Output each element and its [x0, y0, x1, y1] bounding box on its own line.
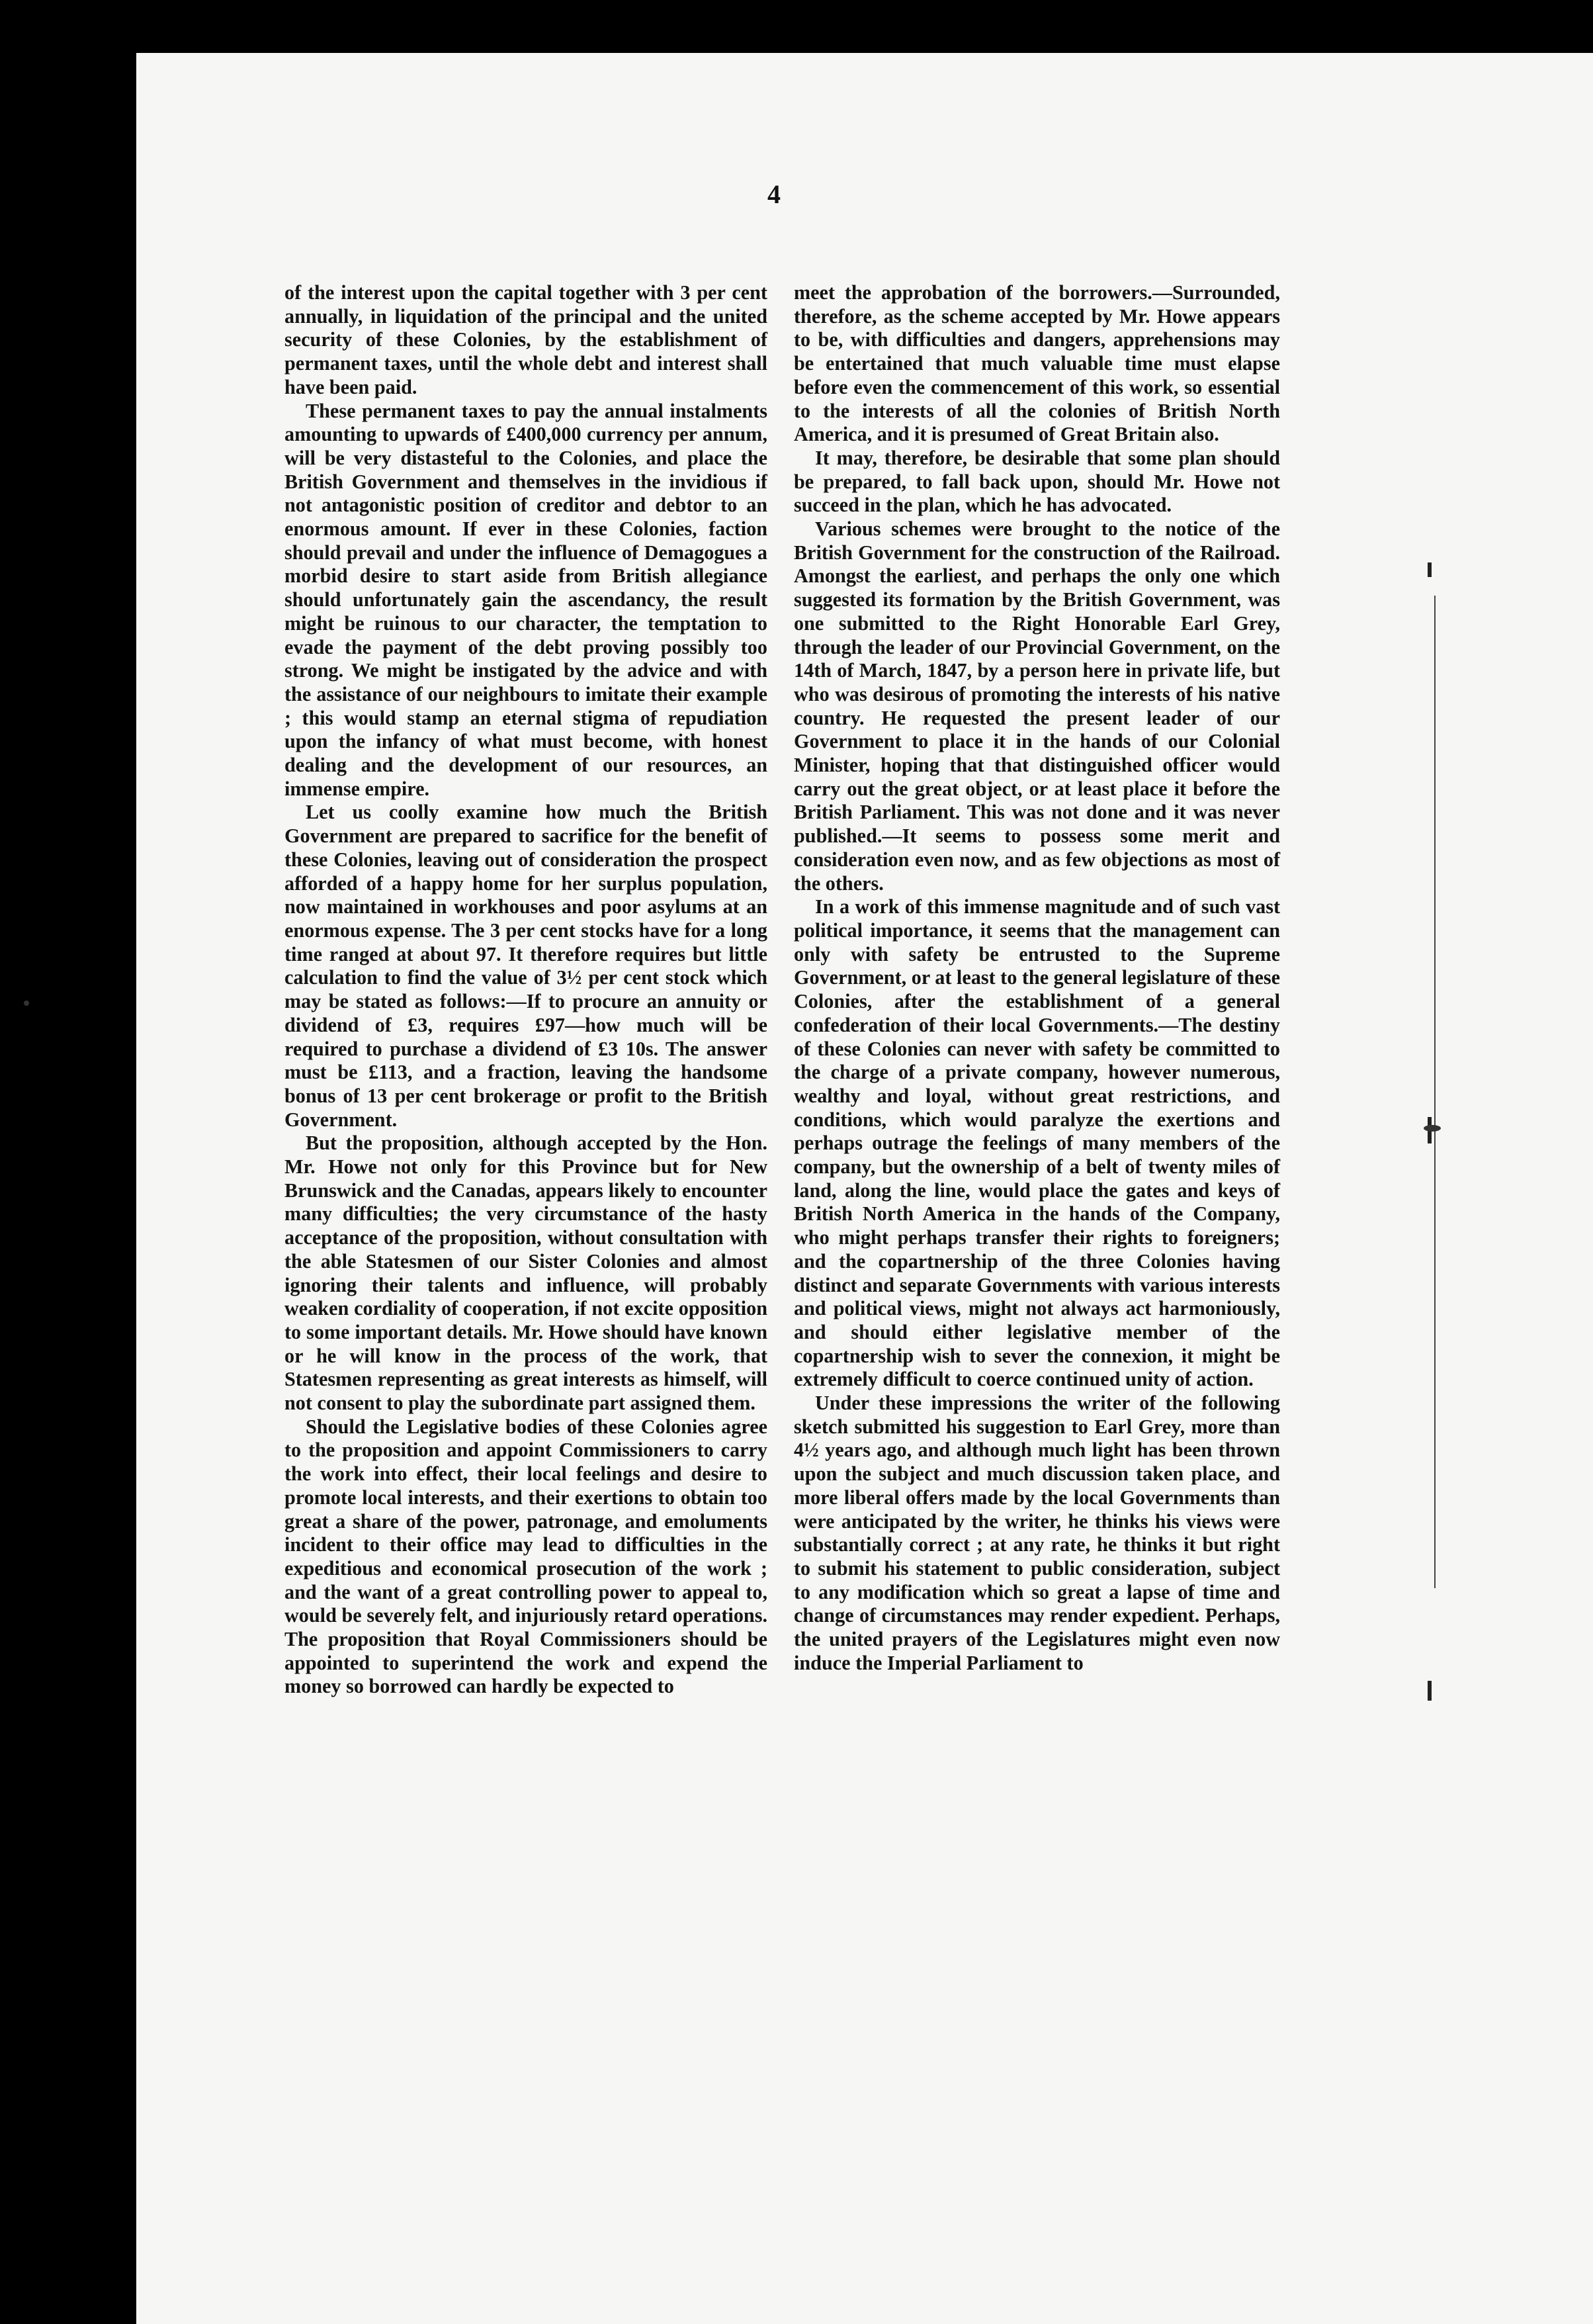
- paragraph: But the proposition, although accepted by the Hon. Mr. Howe not only for this Province but for New Brunswick and the Canadas, appears likely to encounter many difficulties; the very circumstance of the hasty acceptance of the proposition, without consultation with the able Statesmen of our Sister Colonies and almost ignoring their talents and influence, will probably weaken cordiality of cooperation, if not excite opposition to some important details. Mr. Howe should have known or he will know in the process of the work, that Statesmen representing as great interests as himself, will not consent to play the subordinate part assigned them.: [284, 1132, 767, 1415]
- paragraph: Under these impressions the writer of the following sketch submitted his suggestion to Earl Grey, more than 4½ years ago, and although much light has been thrown upon the subject and much discussion taken place, and more liberal offers made by the local Governments than were anticipated by the writer, he thinks his views were substantially correct ; at any rate, he thinks it but right to submit his statement to public consideration, subject to any modification which so great a lapse of time and change of circumstances may render expedient. Perhaps, the united prayers of the Legislatures might even now induce the Imperial Parliament to: [794, 1392, 1280, 1674]
- right-column: [794, 281, 1280, 1675]
- ink-speck: [24, 1001, 29, 1006]
- paragraph: of the interest upon the capital together with 3 per cent annually, in liquidation of the principal and the united security of these Colonies, by the establishment of permanent taxes, until the whole debt and interest shall have been paid.: [284, 281, 767, 398]
- paragraph: In a work of this immense magnitude and of such vast political importance, it seems that the management can only with safety be entrusted to the Supreme Government, or at least to the general legislature of these Colonies, after the establishment of a general confederation of their local Governments.—The destiny of these Colonies can never with safety be committed to the charge of a private company, however numerous, wealthy and loyal, without great restrictions, and conditions, which would paralyze the exertions and perhaps outrage the feelings of many members of the company, but the ownership of a belt of twenty miles of land, along the line, would place the gates and keys of British North America in the hands of the Company, who might perhaps transfer their rights to foreigners; and the copartnership of the three Colonies having distinct and separate Governments with various interests and political views, might not always act harmoniously, and should either legislative member of the copartnership wish to sever the connexion, it might be extremely difficult to coerce continued unity of action.: [794, 895, 1280, 1391]
- left-column: [284, 281, 767, 1699]
- binding-mark: [1428, 562, 1432, 577]
- paragraph: Should the Legislative bodies of these Colonies agree to the proposition and appoint Commissioners to carry the work into effect, their local feelings and desire to promote local interests, and their exertions to obtain too great a share of the power, patronage, and emoluments incident to their office may lead to difficulties in the expeditious and economical prosecution of the work ; and the want of a great controlling power to appeal to, would be severely felt, and injuriously retard operations. The proposition that Royal Commissioners should be appointed to superintend the work and expend the money so borrowed can hardly be expected to: [284, 1415, 767, 1698]
- ink-speck: [1424, 1125, 1441, 1132]
- paragraph: It may, therefore, be desirable that some plan should be prepared, to fall back upon, should Mr. Howe not succeed in the plan, which he has advocated.: [794, 446, 1280, 517]
- paragraph: These permanent taxes to pay the annual instalments amounting to upwards of £400,000 currency per annum, will be very distasteful to the Colonies, and place the British Government and themselves in the invidious if not antagonistic position of creditor and debtor to an enormous amount. If ever in these Colonies, faction should prevail and under the influence of Demagogues a morbid desire to start aside from British allegiance should unfortunately gain the ascendancy, the result might be ruinous to our character, the temptation to evade the payment of the debt proving possibly too strong. We might be instigated by the advice and with the assistance of our neighbours to imitate their example ; this would stamp an eternal stigma of repudiation upon the infancy of what must become, with honest dealing and the development of our resources, an immense empire.: [284, 399, 767, 800]
- binding-mark: [1428, 1681, 1432, 1701]
- page-number: 4: [767, 179, 781, 209]
- paragraph: meet the approbation of the borrowers.—Surrounded, therefore, as the scheme accepted by Mr. Howe appears to be, with difficulties and dangers, apprehensions may be entertained that much valuable time must elapse before even the commencement of this work, so essential to the interests of all the colonies of British North America, and it is presumed of Great Britain also.: [794, 281, 1280, 446]
- paragraph: Various schemes were brought to the notice of the British Government for the construction of the Railroad. Amongst the earliest, and perhaps the only one which suggested its formation by the British Government, was one submitted to the Right Honorable Earl Grey, through the leader of our Provincial Government, on the 14th of March, 1847, by a person here in private life, but who was desirous of promoting the interests of his native country. He requested the present leader of our Government to place it in the hands of our Colonial Minister, hoping that that distinguished officer would carry out the great object, or at least place it before the British Parliament. This was not done and it was never published.—It seems to possess some merit and consideration even now, and as few objections as most of the others.: [794, 517, 1280, 895]
- binding-line: [1434, 596, 1436, 1588]
- paragraph: Let us coolly examine how much the British Government are prepared to sacrifice for the benefit of these Colonies, leaving out of consideration the prospect afforded of a happy home for her surplus population, now maintained in workhouses and poor asylums at an enormous expense. The 3 per cent stocks have for a long time ranged at about 97. It therefore requires but little calculation to find the value of 3½ per cent stock which may be stated as follows:—If to procure an annuity or dividend of £3, requires £97—how much will be required to purchase a dividend of £3 10s. The answer must be £113, and a fraction, leaving the handsome bonus of 13 per cent brokerage or profit to the British Government.: [284, 801, 767, 1131]
